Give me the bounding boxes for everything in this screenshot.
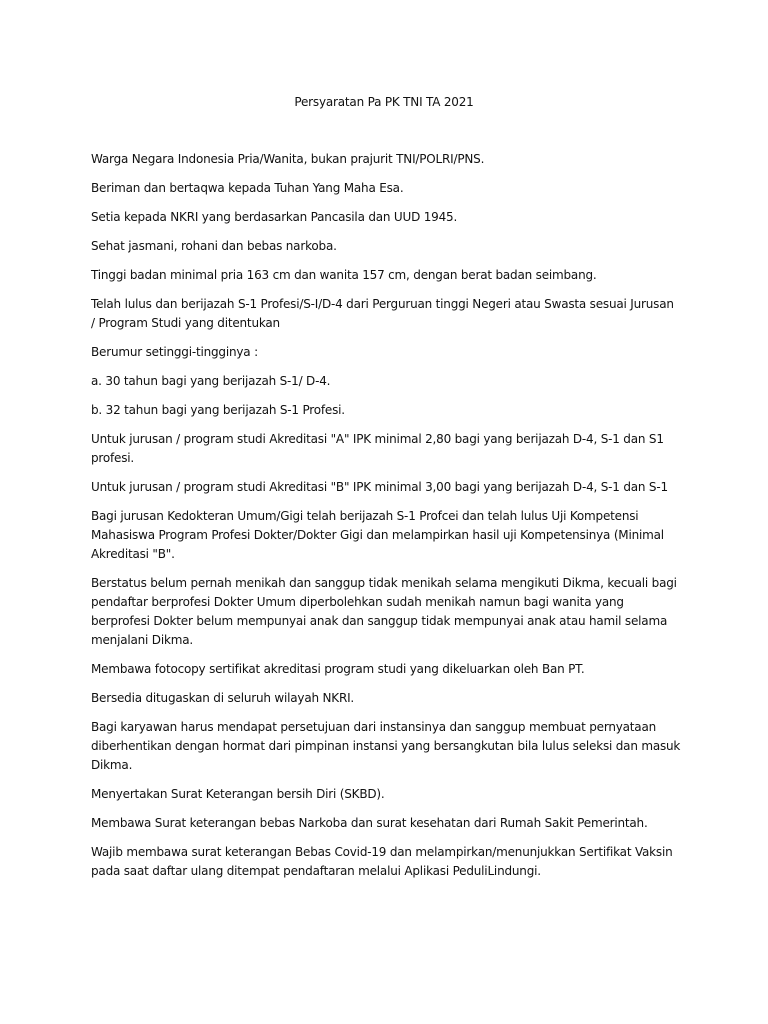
requirement-paragraph: Bagi karyawan harus mendapat persetujuan dari instansinya dan sanggup membuat pernyataan diberhentikan dengan hormat dari pimpinan instansi yang bersangkutan bila lulus seleksi dan masuk Dikma. [91, 720, 681, 772]
document-title: Persyaratan Pa PK TNI TA 2021 [294, 95, 474, 109]
requirement-paragraph: Berumur setinggi-tingginya : [91, 345, 258, 359]
age-limit-item: b. 32 tahun bagi yang berijazah S-1 Profesi. [91, 403, 345, 417]
requirements-list [91, 150, 681, 891]
requirement-paragraph: Membawa Surat keterangan bebas Narkoba dan surat kesehatan dari Rumah Sakit Pemerintah. [91, 816, 648, 830]
requirement-paragraph: Telah lulus dan berijazah S-1 Profesi/S-I/D-4 dari Perguruan tinggi Negeri atau Swasta sesuai Jurusan / Program Studi yang ditentukan [91, 297, 674, 330]
requirement-paragraph: Tinggi badan minimal pria 163 cm dan wanita 157 cm, dengan berat badan seimbang. [91, 268, 597, 282]
requirement-paragraph: Bagi jurusan Kedokteran Umum/Gigi telah berijazah S-1 Profcei dan telah lulus Uji Kompetensi Mahasiswa Program Profesi Dokter/Dokter Gigi dan melampirkan hasil uji Kompetensinya (Minimal Akreditasi "B". [91, 509, 664, 561]
requirement-paragraph: Untuk jurusan / program studi Akreditasi "B" IPK minimal 3,00 bagi yang berijazah D-4, S-1 dan S-1 [91, 480, 668, 494]
requirement-paragraph: Setia kepada NKRI yang berdasarkan Pancasila dan UUD 1945. [91, 210, 458, 224]
requirement-paragraph: Bersedia ditugaskan di seluruh wilayah NKRI. [91, 691, 355, 705]
requirement-paragraph: Warga Negara Indonesia Pria/Wanita, bukan prajurit TNI/POLRI/PNS. [91, 152, 485, 166]
requirement-paragraph: Berstatus belum pernah menikah dan sanggup tidak menikah selama mengikuti Dikma, kecuali bagi pendaftar berprofesi Dokter Umum diperbolehkan sudah menikah namun bagi wanita yang berprofesi Dokter belum mempunyai anak dan sanggup tidak mempunyai anak atau hamil selama menjalani Dikma. [91, 576, 677, 647]
requirement-paragraph: Menyertakan Surat Keterangan bersih Diri (SKBD). [91, 787, 385, 801]
requirement-paragraph: Membawa fotocopy sertifikat akreditasi program studi yang dikeluarkan oleh Ban PT. [91, 662, 585, 676]
requirement-paragraph: Wajib membawa surat keterangan Bebas Covid-19 dan melampirkan/menunjukkan Sertifikat Vaksin pada saat daftar ulang ditempat pendaftaran melalui Aplikasi PeduliLindungi. [91, 845, 673, 878]
age-limit-item: a. 30 tahun bagi yang berijazah S-1/ D-4. [91, 374, 331, 388]
requirement-paragraph: Untuk jurusan / program studi Akreditasi "A" IPK minimal 2,80 bagi yang berijazah D-4, S-1 dan S1 profesi. [91, 432, 664, 465]
requirement-paragraph: Sehat jasmani, rohani dan bebas narkoba. [91, 239, 337, 253]
requirement-paragraph: Beriman dan bertaqwa kepada Tuhan Yang Maha Esa. [91, 181, 404, 195]
